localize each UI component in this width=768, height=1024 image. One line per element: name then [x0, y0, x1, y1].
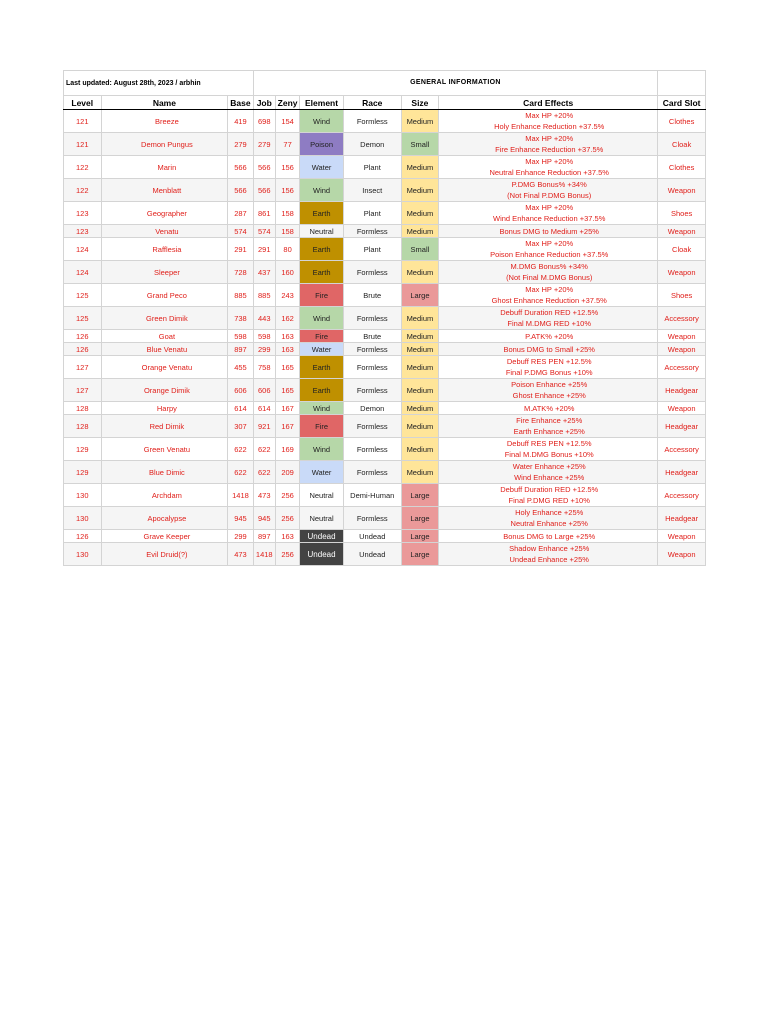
cell-level: 130 [64, 543, 102, 566]
cell-base: 738 [228, 307, 253, 330]
cell-card-effects [439, 261, 658, 284]
cell-zeny: 256 [275, 484, 299, 507]
cell-level: 124 [64, 261, 102, 284]
table-row [64, 530, 706, 543]
cell-element: Fire [300, 415, 344, 438]
card-effect-line: (Not Final M.DMG Bonus) [506, 273, 593, 282]
col-header-zeny: Zeny [275, 96, 299, 110]
cell-card-slot: Cloak [658, 238, 706, 261]
cell-name: Demon Pungus [101, 133, 228, 156]
cell-name: Marin [101, 156, 228, 179]
table-row [64, 179, 706, 202]
card-effect-line: Max HP +20% [525, 157, 574, 166]
cell-card-slot: Weapon [658, 261, 706, 284]
cell-job: 622 [253, 438, 275, 461]
cell-name: Sleeper [101, 261, 228, 284]
card-effect-line: Undead Enhance +25% [509, 555, 589, 564]
cell-size: Medium [401, 179, 439, 202]
cell-card-slot: Accessory [658, 484, 706, 507]
cell-zeny: 80 [275, 238, 299, 261]
card-effect-line: (Not Final P.DMG Bonus) [507, 191, 592, 200]
cell-level: 127 [64, 356, 102, 379]
cell-card-slot: Shoes [658, 202, 706, 225]
table-row [64, 225, 706, 238]
table-row [64, 402, 706, 415]
cell-size: Medium [401, 415, 439, 438]
table-row [64, 156, 706, 179]
cell-level: 126 [64, 530, 102, 543]
cell-card-effects [439, 507, 658, 530]
cell-card-effects [439, 530, 658, 543]
cell-element: Neutral [300, 225, 344, 238]
cell-name: Blue Dimic [101, 461, 228, 484]
cell-name: Rafflesia [101, 238, 228, 261]
cell-base: 1418 [228, 484, 253, 507]
cell-base: 279 [228, 133, 253, 156]
card-effect-line: P.DMG Bonus% +34% [511, 180, 587, 189]
cell-card-effects [439, 307, 658, 330]
cell-race: Undead [343, 530, 401, 543]
card-effect-line: Debuff RES PEN +12.5% [506, 439, 592, 448]
cell-card-slot: Headgear [658, 507, 706, 530]
card-effect-line: Fire Enhance +25% [516, 416, 583, 425]
cell-zeny: 209 [275, 461, 299, 484]
card-effect-line: Earth Enhance +25% [513, 427, 585, 436]
cell-job: 1418 [253, 543, 275, 566]
cell-card-slot: Clothes [658, 110, 706, 133]
cell-card-effects [439, 356, 658, 379]
card-effect-line: Max HP +20% [525, 203, 574, 212]
cell-level: 125 [64, 284, 102, 307]
cell-name: Green Dimik [101, 307, 228, 330]
col-header-card-slot: Card Slot [658, 96, 706, 110]
cell-race: Plant [343, 156, 401, 179]
cell-size: Small [401, 133, 439, 156]
cell-level: 127 [64, 379, 102, 402]
cell-base: 291 [228, 238, 253, 261]
cell-job: 614 [253, 402, 275, 415]
empty-cell [658, 71, 706, 96]
cell-element: Neutral [300, 484, 344, 507]
cell-card-slot: Weapon [658, 179, 706, 202]
cell-element: Wind [300, 402, 344, 415]
cell-element: Wind [300, 110, 344, 133]
card-effect-line: Debuff Duration RED +12.5% [500, 308, 599, 317]
card-effect-line: Final P.DMG Bonus +10% [505, 368, 593, 377]
cell-name: Breeze [101, 110, 228, 133]
cell-element: Wind [300, 307, 344, 330]
cell-zeny: 160 [275, 261, 299, 284]
cell-race: Demon [343, 133, 401, 156]
cell-race: Formless [343, 343, 401, 356]
cell-card-slot: Headgear [658, 415, 706, 438]
col-header-race: Race [343, 96, 401, 110]
cell-name: Blue Venatu [101, 343, 228, 356]
cell-size: Large [401, 543, 439, 566]
cell-card-slot: Weapon [658, 343, 706, 356]
cell-zeny: 165 [275, 356, 299, 379]
cell-element: Wind [300, 438, 344, 461]
cell-size: Medium [401, 307, 439, 330]
col-header-base: Base [228, 96, 253, 110]
cell-race: Formless [343, 261, 401, 284]
card-effect-line: Bonus DMG to Large +25% [503, 531, 596, 541]
card-effect-line: Water Enhance +25% [512, 462, 586, 471]
cell-size: Medium [401, 330, 439, 343]
table-body [64, 110, 706, 566]
cell-base: 598 [228, 330, 253, 343]
cell-zeny: 243 [275, 284, 299, 307]
cell-zeny: 256 [275, 543, 299, 566]
cell-race: Formless [343, 438, 401, 461]
cell-race: Formless [343, 461, 401, 484]
cell-card-slot: Weapon [658, 402, 706, 415]
cell-name: Red Dimik [101, 415, 228, 438]
cell-size: Medium [401, 343, 439, 356]
cell-name: Goat [101, 330, 228, 343]
cell-card-slot: Accessory [658, 438, 706, 461]
cell-job: 885 [253, 284, 275, 307]
cell-size: Medium [401, 438, 439, 461]
cell-name: Orange Dimik [101, 379, 228, 402]
cell-element: Neutral [300, 507, 344, 530]
cell-element: Fire [300, 330, 344, 343]
card-effect-line: Holy Enhance Reduction +37.5% [494, 122, 605, 131]
cell-card-effects [439, 461, 658, 484]
card-effect-line: Max HP +20% [525, 134, 574, 143]
cell-card-slot: Weapon [658, 330, 706, 343]
cell-zeny: 167 [275, 402, 299, 415]
cell-card-effects [439, 415, 658, 438]
card-effect-line: Final M.DMG Bonus +10% [504, 450, 594, 459]
table-row [64, 356, 706, 379]
cell-race: Formless [343, 307, 401, 330]
cell-name: Grand Peco [101, 284, 228, 307]
cell-base: 945 [228, 507, 253, 530]
cell-race: Formless [343, 225, 401, 238]
cell-card-effects [439, 179, 658, 202]
cell-job: 606 [253, 379, 275, 402]
cell-base: 614 [228, 402, 253, 415]
card-info-table [63, 70, 706, 566]
card-effect-line: Final M.DMG RED +10% [507, 319, 591, 328]
cell-zeny: 163 [275, 330, 299, 343]
card-effect-line: Max HP +20% [525, 239, 574, 248]
cell-size: Large [401, 484, 439, 507]
cell-race: Plant [343, 238, 401, 261]
cell-race: Undead [343, 543, 401, 566]
cell-element: Earth [300, 202, 344, 225]
cell-base: 574 [228, 225, 253, 238]
cell-job: 598 [253, 330, 275, 343]
cell-zeny: 163 [275, 343, 299, 356]
cell-job: 574 [253, 225, 275, 238]
cell-card-effects [439, 438, 658, 461]
cell-level: 121 [64, 133, 102, 156]
cell-level: 125 [64, 307, 102, 330]
last-updated-note: Last updated: August 28th, 2023 / arbhin [64, 71, 254, 96]
cell-name: Grave Keeper [101, 530, 228, 543]
cell-zeny: 165 [275, 379, 299, 402]
cell-base: 622 [228, 461, 253, 484]
cell-zeny: 156 [275, 179, 299, 202]
cell-level: 126 [64, 330, 102, 343]
cell-name: Evil Druid(?) [101, 543, 228, 566]
cell-name: Apocalypse [101, 507, 228, 530]
card-effect-line: Ghost Enhance Reduction +37.5% [491, 296, 607, 305]
cell-zeny: 162 [275, 307, 299, 330]
cell-card-effects [439, 238, 658, 261]
cell-card-effects [439, 225, 658, 238]
cell-name: Archdam [101, 484, 228, 507]
table-row [64, 238, 706, 261]
cell-base: 897 [228, 343, 253, 356]
table-row [64, 202, 706, 225]
cell-base: 885 [228, 284, 253, 307]
cell-element: Undead [300, 530, 344, 543]
cell-element: Water [300, 343, 344, 356]
cell-job: 473 [253, 484, 275, 507]
cell-job: 897 [253, 530, 275, 543]
cell-base: 606 [228, 379, 253, 402]
spreadsheet [63, 70, 706, 566]
cell-size: Medium [401, 356, 439, 379]
cell-element: Wind [300, 179, 344, 202]
cell-level: 123 [64, 225, 102, 238]
col-header-level: Level [64, 96, 102, 110]
cell-base: 299 [228, 530, 253, 543]
cell-name: Menblatt [101, 179, 228, 202]
cell-size: Large [401, 507, 439, 530]
cell-zeny: 167 [275, 415, 299, 438]
cell-size: Medium [401, 402, 439, 415]
cell-race: Formless [343, 507, 401, 530]
cell-level: 126 [64, 343, 102, 356]
sheet-title: GENERAL INFORMATION [253, 71, 658, 96]
cell-card-slot: Headgear [658, 379, 706, 402]
cell-name: Orange Venatu [101, 356, 228, 379]
cell-level: 123 [64, 202, 102, 225]
cell-race: Brute [343, 284, 401, 307]
card-effect-line: Bonus DMG to Small +25% [503, 344, 595, 354]
cell-size: Medium [401, 461, 439, 484]
cell-base: 473 [228, 543, 253, 566]
cell-card-effects [439, 484, 658, 507]
cell-card-effects [439, 110, 658, 133]
cell-size: Large [401, 284, 439, 307]
cell-job: 299 [253, 343, 275, 356]
table-row [64, 543, 706, 566]
card-effect-line: Neutral Enhance +25% [510, 519, 588, 528]
cell-element: Earth [300, 356, 344, 379]
col-header-element: Element [300, 96, 344, 110]
cell-job: 437 [253, 261, 275, 284]
cell-job: 443 [253, 307, 275, 330]
cell-base: 566 [228, 156, 253, 179]
col-header-card-effects: Card Effects [439, 96, 658, 110]
cell-card-slot: Clothes [658, 156, 706, 179]
cell-element: Earth [300, 238, 344, 261]
cell-zeny: 77 [275, 133, 299, 156]
cell-card-effects [439, 156, 658, 179]
cell-card-slot: Headgear [658, 461, 706, 484]
cell-level: 130 [64, 507, 102, 530]
table-row [64, 343, 706, 356]
card-effect-line: Shadow Enhance +25% [509, 544, 590, 553]
card-effect-line: Holy Enhance +25% [515, 508, 584, 517]
cell-base: 455 [228, 356, 253, 379]
cell-card-slot: Accessory [658, 307, 706, 330]
cell-card-slot: Weapon [658, 543, 706, 566]
table-row [64, 438, 706, 461]
cell-card-slot: Shoes [658, 284, 706, 307]
cell-card-effects [439, 543, 658, 566]
cell-job: 622 [253, 461, 275, 484]
card-effect-line: M.DMG Bonus% +34% [510, 262, 588, 271]
table-row [64, 284, 706, 307]
cell-level: 122 [64, 156, 102, 179]
cell-level: 129 [64, 438, 102, 461]
card-effect-line: Debuff RES PEN +12.5% [506, 357, 592, 366]
cell-zeny: 158 [275, 225, 299, 238]
table-row [64, 461, 706, 484]
cell-element: Water [300, 461, 344, 484]
cell-race: Brute [343, 330, 401, 343]
cell-element: Poison [300, 133, 344, 156]
cell-race: Demi-Human [343, 484, 401, 507]
cell-element: Water [300, 156, 344, 179]
cell-level: 130 [64, 484, 102, 507]
cell-size: Small [401, 238, 439, 261]
card-effect-line: M.ATK% +20% [523, 403, 575, 413]
cell-name: Geographer [101, 202, 228, 225]
cell-card-effects [439, 133, 658, 156]
cell-level: 122 [64, 179, 102, 202]
cell-card-effects [439, 379, 658, 402]
header-row [64, 96, 706, 110]
cell-element: Earth [300, 261, 344, 284]
cell-job: 698 [253, 110, 275, 133]
cell-race: Formless [343, 379, 401, 402]
col-header-size: Size [401, 96, 439, 110]
table-row [64, 110, 706, 133]
cell-size: Large [401, 530, 439, 543]
card-effect-line: P.ATK% +20% [525, 331, 574, 341]
cell-race: Demon [343, 402, 401, 415]
cell-job: 921 [253, 415, 275, 438]
card-effect-line: Poison Enhance Reduction +37.5% [490, 250, 609, 259]
cell-level: 128 [64, 402, 102, 415]
cell-race: Insect [343, 179, 401, 202]
cell-race: Plant [343, 202, 401, 225]
cell-zeny: 154 [275, 110, 299, 133]
cell-base: 307 [228, 415, 253, 438]
cell-name: Harpy [101, 402, 228, 415]
cell-size: Medium [401, 110, 439, 133]
cell-base: 419 [228, 110, 253, 133]
card-effect-line: Wind Enhance +25% [514, 473, 585, 482]
cell-race: Formless [343, 110, 401, 133]
cell-card-slot: Cloak [658, 133, 706, 156]
cell-zeny: 256 [275, 507, 299, 530]
cell-size: Medium [401, 156, 439, 179]
col-header-job: Job [253, 96, 275, 110]
cell-card-slot: Weapon [658, 530, 706, 543]
table-row [64, 330, 706, 343]
col-header-name: Name [101, 96, 228, 110]
table-row [64, 261, 706, 284]
cell-job: 291 [253, 238, 275, 261]
card-effect-line: Max HP +20% [525, 111, 574, 120]
table-row [64, 507, 706, 530]
card-effect-line: Wind Enhance Reduction +37.5% [493, 214, 606, 223]
cell-element: Fire [300, 284, 344, 307]
cell-base: 728 [228, 261, 253, 284]
table-row [64, 379, 706, 402]
cell-level: 124 [64, 238, 102, 261]
cell-card-effects [439, 402, 658, 415]
cell-size: Medium [401, 202, 439, 225]
table-row [64, 415, 706, 438]
cell-base: 566 [228, 179, 253, 202]
cell-card-slot: Weapon [658, 225, 706, 238]
cell-race: Formless [343, 415, 401, 438]
cell-level: 121 [64, 110, 102, 133]
cell-job: 945 [253, 507, 275, 530]
cell-card-effects [439, 202, 658, 225]
card-effect-line: Bonus DMG to Medium +25% [499, 226, 599, 236]
cell-size: Medium [401, 225, 439, 238]
cell-size: Medium [401, 379, 439, 402]
cell-card-effects [439, 343, 658, 356]
card-effect-line: Neutral Enhance Reduction +37.5% [489, 168, 609, 177]
card-effect-line: Poison Enhance +25% [511, 380, 588, 389]
cell-card-effects [439, 284, 658, 307]
card-effect-line: Final P.DMG RED +10% [508, 496, 590, 505]
cell-size: Medium [401, 261, 439, 284]
cell-job: 861 [253, 202, 275, 225]
cell-job: 566 [253, 156, 275, 179]
table-row [64, 307, 706, 330]
cell-job: 279 [253, 133, 275, 156]
cell-race: Formless [343, 356, 401, 379]
cell-name: Green Venatu [101, 438, 228, 461]
cell-level: 128 [64, 415, 102, 438]
card-effect-line: Max HP +20% [525, 285, 574, 294]
cell-level: 129 [64, 461, 102, 484]
cell-base: 622 [228, 438, 253, 461]
card-effect-line: Ghost Enhance +25% [512, 391, 586, 400]
table-row [64, 484, 706, 507]
card-effect-line: Fire Enhance Reduction +37.5% [495, 145, 604, 154]
card-effect-line: Debuff Duration RED +12.5% [500, 485, 599, 494]
cell-base: 287 [228, 202, 253, 225]
cell-element: Undead [300, 543, 344, 566]
cell-element: Earth [300, 379, 344, 402]
cell-card-effects [439, 330, 658, 343]
cell-job: 758 [253, 356, 275, 379]
cell-name: Venatu [101, 225, 228, 238]
cell-job: 566 [253, 179, 275, 202]
cell-zeny: 156 [275, 156, 299, 179]
cell-zeny: 169 [275, 438, 299, 461]
table-row [64, 133, 706, 156]
cell-zeny: 158 [275, 202, 299, 225]
cell-zeny: 163 [275, 530, 299, 543]
cell-card-slot: Accessory [658, 356, 706, 379]
